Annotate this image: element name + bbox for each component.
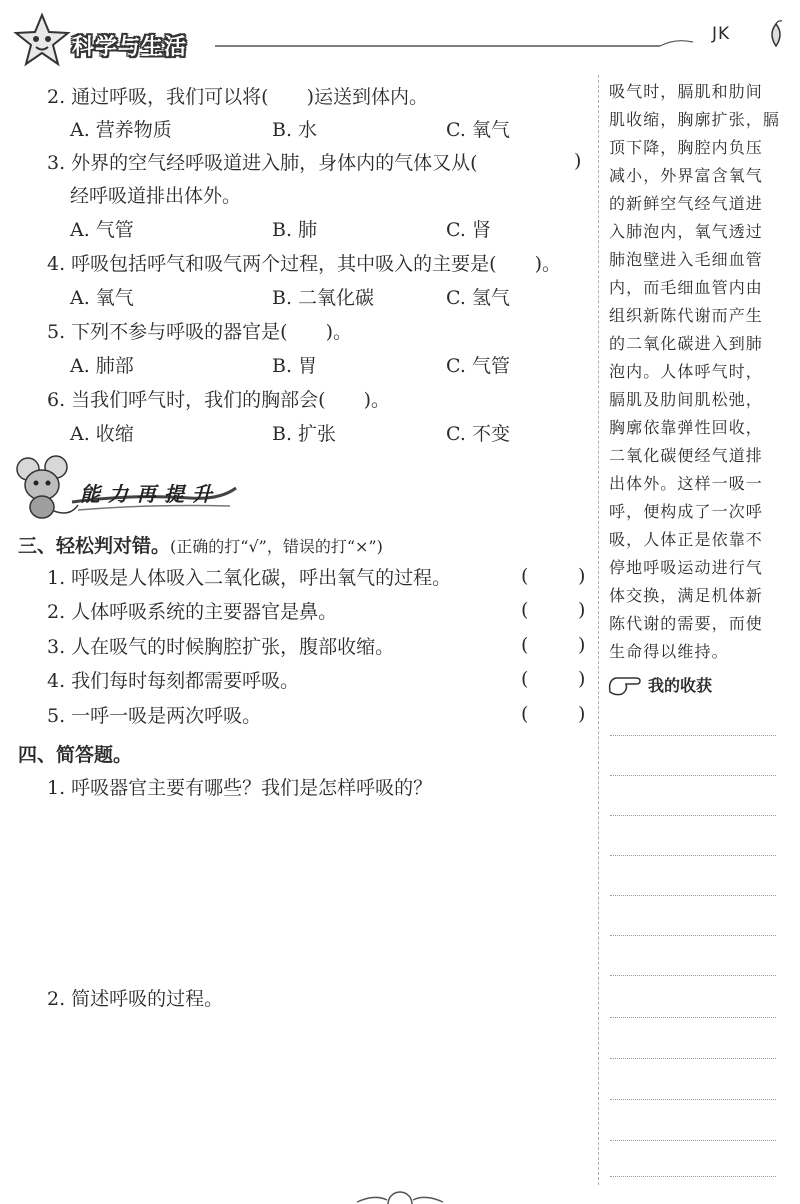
harvest-write-line[interactable] bbox=[610, 815, 776, 816]
section-3-title: 三、轻松判对错。 bbox=[18, 535, 171, 557]
sidebar-line: 吸气时，膈肌和肋间 bbox=[609, 82, 763, 101]
question-4-stem: 4. 呼吸包括呼气和吸气两个过程，其中吸入的主要是( )。 bbox=[47, 253, 561, 275]
question-5-stem: 5. 下列不参与呼吸的器官是( )。 bbox=[47, 321, 352, 343]
question-2-stem: 2. 通过呼吸，我们可以将( )运送到体内。 bbox=[47, 86, 428, 108]
question-3-stem-line2: 经呼吸道排出体外。 bbox=[70, 185, 242, 207]
header-code: JK bbox=[712, 24, 731, 44]
judge-item-5-paren-close: ) bbox=[578, 703, 586, 725]
sidebar-line: 出体外。这样一吸一 bbox=[609, 474, 763, 493]
page-number-ornament bbox=[355, 1190, 445, 1204]
harvest-label: 我的收获 bbox=[648, 676, 713, 695]
judge-item-2-paren-close: ) bbox=[578, 599, 586, 621]
question-2-option-c: C. 氧气 bbox=[446, 119, 510, 141]
column-divider bbox=[598, 75, 599, 1185]
sidebar-line: 膈肌及肋间肌松弛， bbox=[609, 390, 763, 409]
judge-item-5-paren-open: ( bbox=[521, 703, 529, 725]
harvest-write-line[interactable] bbox=[610, 1140, 776, 1141]
sidebar-line: 顶下降，胸腔内负压 bbox=[609, 138, 763, 157]
harvest-write-line[interactable] bbox=[610, 1099, 776, 1100]
question-6-stem: 6. 当我们呼气时，我们的胸部会( )。 bbox=[47, 389, 390, 411]
judge-item-1: 1. 呼吸是人体吸入二氧化碳，呼出氧气的过程。 bbox=[47, 567, 452, 589]
sidebar-line: 内，而毛细血管内由 bbox=[609, 278, 763, 297]
sidebar-line: 肺泡壁进入毛细血管 bbox=[609, 250, 763, 269]
ability-banner: 能力再提升 bbox=[80, 482, 220, 506]
judge-item-1-paren-open: ( bbox=[521, 565, 529, 587]
harvest-write-line[interactable] bbox=[610, 1058, 776, 1059]
pointing-hand-icon bbox=[606, 672, 646, 698]
sidebar-line: 组织新陈代谢而产生 bbox=[609, 306, 763, 325]
sidebar-line: 入肺泡内，氧气透过 bbox=[609, 222, 763, 241]
sidebar-line: 的二氧化碳进入到肺 bbox=[609, 334, 763, 353]
harvest-write-line[interactable] bbox=[610, 935, 776, 936]
question-6-option-a: A. 收缩 bbox=[70, 423, 134, 445]
harvest-write-line[interactable] bbox=[610, 975, 776, 976]
question-3-paren-close: ) bbox=[574, 150, 582, 172]
question-6-option-c: C. 不变 bbox=[446, 423, 510, 445]
question-2-option-b: B. 水 bbox=[272, 119, 318, 141]
question-3-option-a: A. 气管 bbox=[70, 219, 134, 241]
question-3-stem: 3. 外界的空气经呼吸道进入肺，身体内的气体又从( bbox=[47, 152, 478, 174]
question-3-option-c: C. 肾 bbox=[446, 219, 491, 241]
harvest-write-line[interactable] bbox=[610, 735, 776, 736]
sidebar-line: 生命得以维持。 bbox=[609, 642, 729, 661]
sidebar-line: 呼，便构成了一次呼 bbox=[609, 502, 763, 521]
question-6-option-b: B. 扩张 bbox=[272, 423, 337, 445]
harvest-write-line[interactable] bbox=[610, 895, 776, 896]
judge-item-3: 3. 人在吸气的时候胸腔扩张，腹部收缩。 bbox=[47, 636, 395, 658]
question-5-option-a: A. 肺部 bbox=[70, 355, 134, 377]
judge-item-1-paren-close: ) bbox=[578, 565, 586, 587]
judge-item-2: 2. 人体呼吸系统的主要器官是鼻。 bbox=[47, 601, 338, 623]
judge-item-4-paren-close: ) bbox=[578, 668, 586, 690]
short-answer-2: 2. 简述呼吸的过程。 bbox=[47, 988, 224, 1010]
sidebar-line: 停地呼吸运动进行气 bbox=[609, 558, 763, 577]
sidebar-line: 陈代谢的需要，而使 bbox=[609, 614, 763, 633]
judge-item-3-paren-open: ( bbox=[521, 634, 529, 656]
section-3-heading bbox=[18, 531, 383, 558]
sidebar-line: 胸廓依靠弹性回收， bbox=[609, 418, 763, 437]
sidebar-line: 二氧化碳便经气道排 bbox=[609, 446, 763, 465]
question-4-option-c: C. 氢气 bbox=[446, 287, 510, 309]
short-answer-1-space[interactable] bbox=[47, 808, 587, 978]
header-rule bbox=[215, 38, 695, 50]
harvest-write-line[interactable] bbox=[610, 855, 776, 856]
section-4-title: 四、简答题。 bbox=[18, 744, 133, 766]
judge-item-5: 5. 一呼一吸是两次呼吸。 bbox=[47, 705, 262, 727]
question-4-option-b: B. 二氧化碳 bbox=[272, 287, 375, 309]
sidebar-line: 吸，人体正是依靠不 bbox=[609, 530, 763, 549]
sidebar-line: 体交换，满足机体新 bbox=[609, 586, 763, 605]
question-3-option-b: B. 肺 bbox=[272, 219, 318, 241]
sidebar-line: 的新鲜空气经气道进 bbox=[609, 194, 763, 213]
mascot-star-icon bbox=[12, 12, 72, 70]
sidebar-text bbox=[609, 78, 789, 666]
section-3-note: (正确的打“√”，错误的打“×”) bbox=[170, 537, 383, 556]
judge-item-3-paren-close: ) bbox=[578, 634, 586, 656]
judge-item-4-paren-open: ( bbox=[521, 668, 529, 690]
short-answer-2-space[interactable] bbox=[47, 1018, 587, 1178]
sidebar-line: 泡内。人体呼气时， bbox=[609, 362, 763, 381]
harvest-write-line[interactable] bbox=[610, 775, 776, 776]
question-4-option-a: A. 氧气 bbox=[70, 287, 134, 309]
sidebar-line: 肌收缩，胸廓扩张，膈 bbox=[609, 110, 781, 129]
header-title: 科学与生活 bbox=[72, 35, 188, 60]
short-answer-1: 1. 呼吸器官主要有哪些？我们是怎样呼吸的？ bbox=[47, 777, 433, 799]
harvest-write-line[interactable] bbox=[610, 1176, 776, 1177]
harvest-write-line[interactable] bbox=[610, 1017, 776, 1018]
leaf-drop-icon bbox=[764, 20, 788, 50]
question-5-option-b: B. 胃 bbox=[272, 355, 318, 377]
question-5-option-c: C. 气管 bbox=[446, 355, 510, 377]
judge-item-4: 4. 我们每时每刻都需要呼吸。 bbox=[47, 670, 300, 692]
sidebar-line: 减小，外界富含氧气 bbox=[609, 166, 763, 185]
header bbox=[0, 0, 800, 70]
judge-item-2-paren-open: ( bbox=[521, 599, 529, 621]
question-2-option-a: A. 营养物质 bbox=[70, 119, 172, 141]
